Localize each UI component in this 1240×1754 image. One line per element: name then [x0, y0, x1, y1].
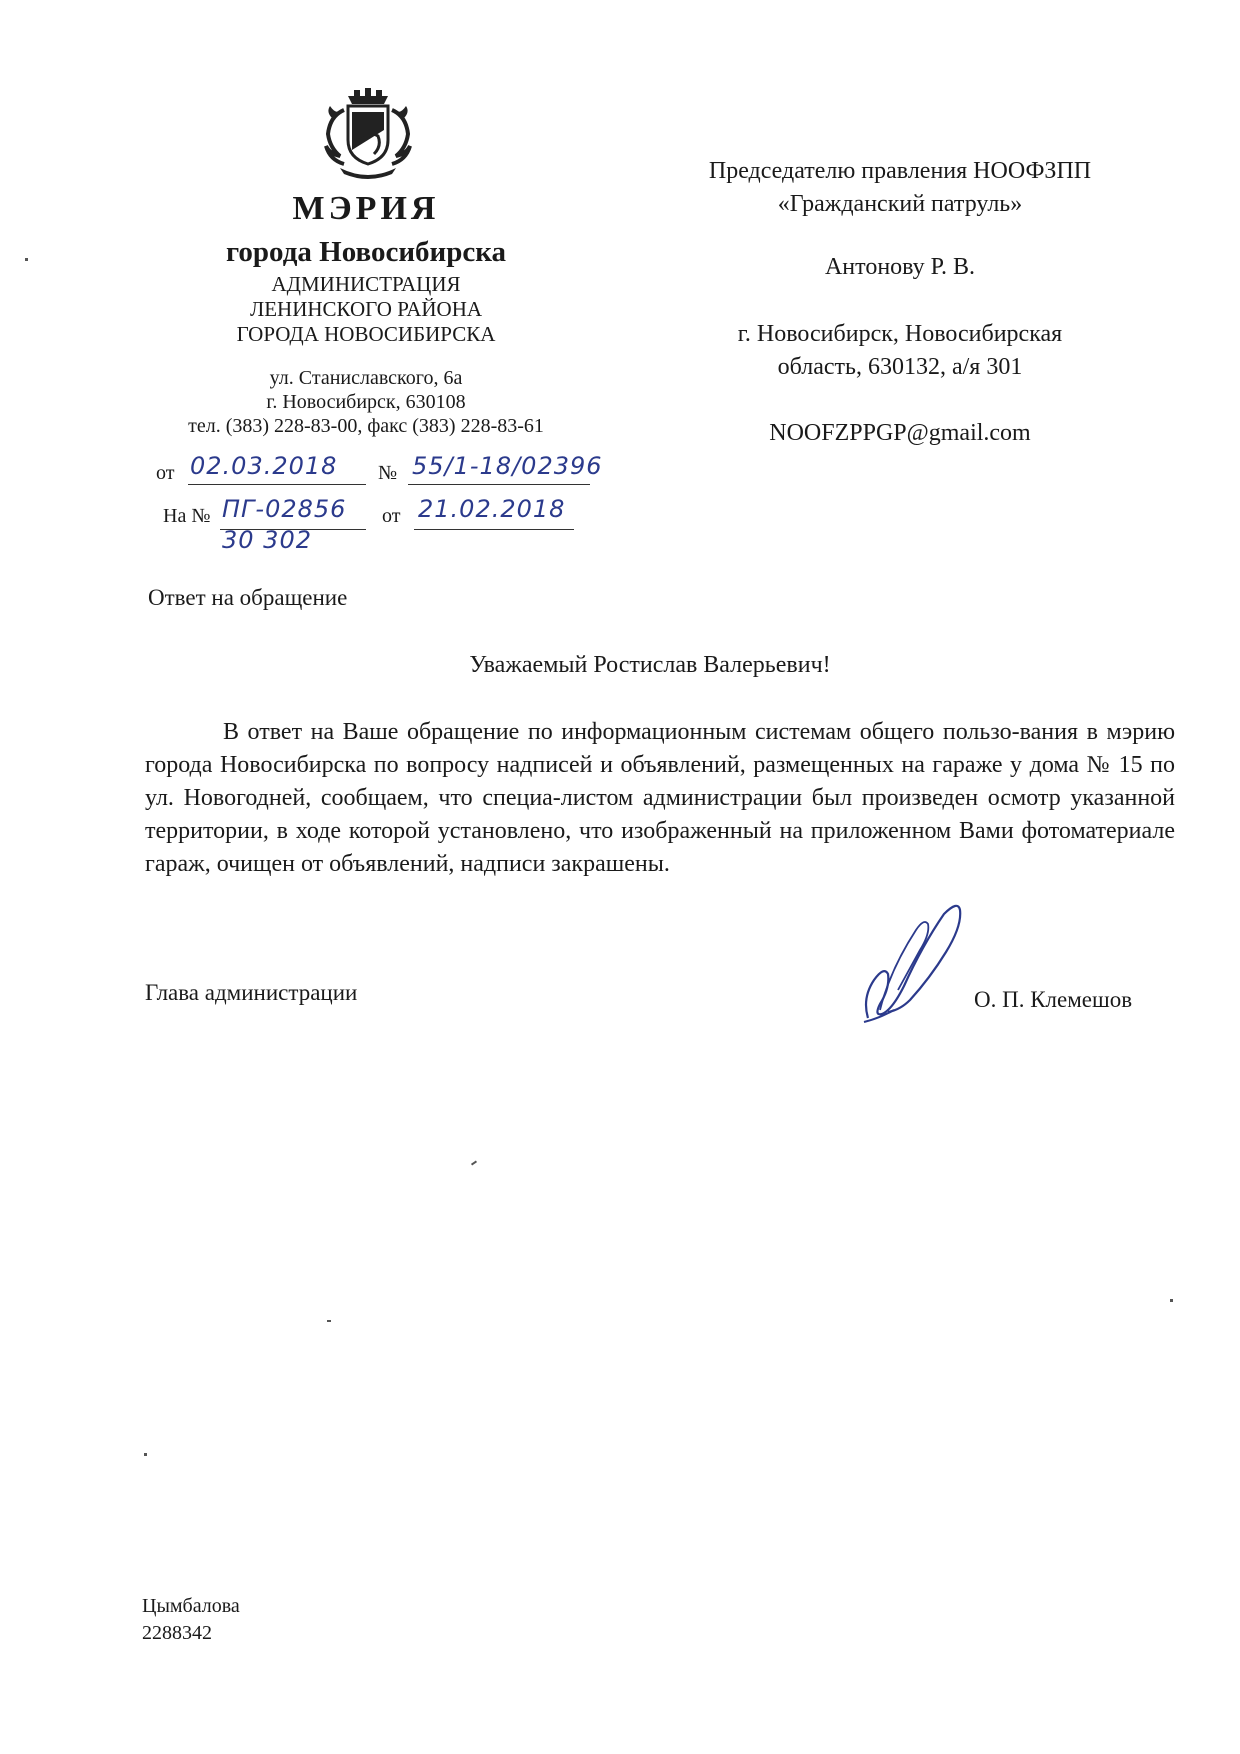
reg-re-date-underline	[414, 529, 574, 530]
sender-city-zip: г. Новосибирск, 630108	[266, 391, 466, 413]
sender-admin-line: ЛЕНИНСКОГО РАЙОНА	[249, 297, 483, 321]
sender-admin-line: АДМИНИСТРАЦИЯ	[271, 272, 461, 296]
signatory-title: Глава администрации	[145, 980, 358, 1005]
sender-city: города Новосибирска	[225, 236, 507, 268]
reg-date: 02.03.2018	[190, 452, 338, 480]
scan-speck	[144, 1453, 147, 1456]
scan-speck	[471, 1160, 477, 1165]
reg-date-underline	[188, 484, 366, 485]
sender-street: ул. Станиславского, 6а	[269, 367, 463, 389]
reg-number-label: №	[378, 462, 398, 484]
reg-from-label: от	[156, 462, 175, 484]
reg-re-from-label: от	[382, 505, 401, 527]
reg-re-label: На №	[163, 505, 211, 527]
addressee-address-line: область, 630132, а/я 301	[777, 354, 1023, 380]
sender-contacts: тел. (383) 228-83-00, факс (383) 228-83-61	[188, 415, 544, 437]
addressee-address-line: г. Новосибирск, Новосибирская	[737, 321, 1063, 347]
addressee-position	[650, 155, 1150, 221]
letter-salutation: Уважаемый Ростислав Валерьевич!	[469, 652, 831, 678]
sender-admin-line: ГОРОДА НОВОСИБИРСКА	[236, 322, 496, 346]
addressee-name: Антонову Р. В.	[824, 254, 976, 280]
scan-speck	[327, 1320, 331, 1322]
executor-phone: 2288342	[142, 1622, 212, 1644]
reg-re-number-underline	[220, 529, 366, 530]
coat-of-arms-emblem	[318, 88, 418, 184]
addressee-address	[650, 318, 1150, 384]
addressee-email: NOOFZPPGP@gmail.com	[769, 420, 1031, 446]
letter-subject: Ответ на обращение	[148, 585, 348, 610]
reg-re-number: ПГ-02856	[222, 495, 347, 523]
reg-re-date: 21.02.2018	[418, 495, 566, 523]
scan-speck	[1170, 1299, 1173, 1302]
executor-name: Цымбалова	[142, 1595, 240, 1617]
scan-speck	[25, 258, 28, 261]
sender-address-block	[140, 366, 592, 438]
addressee-line: Председателю правления НООФЗПП	[708, 158, 1092, 184]
letter-body: В ответ на Ваше обращение по информационным системам общего пользо-вания в мэрию города Новосибирска по вопросу надписей и объявлений, размещенных на гараже у дома № 15 по ул. Новогодней, сообщаем, что специа-листом администрации был произведен осмотр указанной территории, в ходе которой установлено, что изображенный на приложенном Вами фотоматериале гараж, очищен от объявлений, надписи закрашены.	[145, 719, 1175, 877]
sender-admin-block	[140, 272, 592, 347]
sender-title: МЭРИЯ	[292, 190, 440, 227]
signatory-name: О. П. Клемешов	[974, 987, 1133, 1012]
reg-re-number-secondary: 30 302	[222, 526, 312, 554]
addressee-line: «Гражданский патруль»	[777, 191, 1023, 217]
reg-number-underline	[408, 484, 590, 485]
reg-number: 55/1-18/02396	[412, 452, 603, 480]
